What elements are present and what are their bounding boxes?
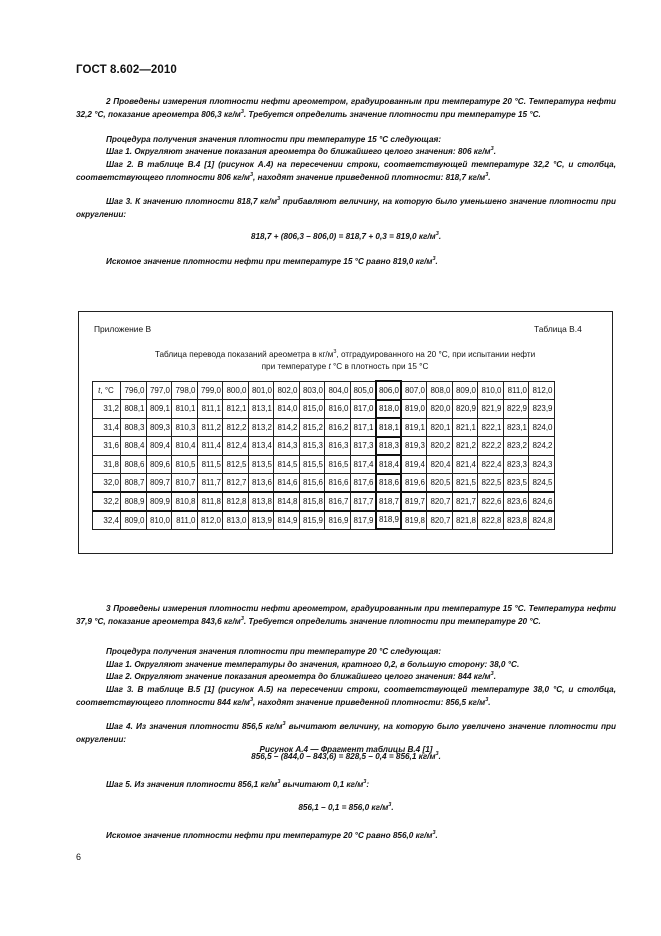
density-header-cell: 801,0	[248, 381, 274, 400]
example3-formula1: 856,5 – (844,0 – 843,6) = 828,5 – 0,4 = 856,1 $кг/м^3$.	[251, 751, 441, 761]
density-cell: 822,4	[478, 455, 504, 474]
temperature-cell: 31,2	[93, 400, 121, 419]
density-cell: 817,9	[350, 511, 376, 530]
density-header-cell: 810,0	[478, 381, 504, 400]
density-cell: 808,9	[121, 492, 147, 511]
density-header-cell: 799,0	[197, 381, 223, 400]
density-cell: 810,8	[172, 492, 198, 511]
temperature-cell: 31,4	[93, 418, 121, 437]
density-cell: 824,6	[529, 492, 555, 511]
density-cell: 818,1	[376, 418, 402, 437]
density-header-cell: 796,0	[121, 381, 147, 400]
density-cell: 815,6	[299, 474, 325, 493]
example3-step3: Шаг 3. В таблице В.5 [1] (рисунок А.5) на пересечении строки, соответствующей температуре 38,0 °С, и столбца, соответствующего плотности 844 $кг/м^3$, находят значение приведенной плотности: 856,5 $кг/м^3$.	[76, 685, 616, 707]
density-cell: 809,7	[146, 474, 172, 493]
table-header-row	[93, 381, 555, 400]
density-cell: 809,6	[146, 455, 172, 474]
density-cell: 814,5	[274, 455, 300, 474]
density-cell: 824,5	[529, 474, 555, 493]
density-header-cell: 798,0	[172, 381, 198, 400]
density-cell: 816,7	[325, 492, 351, 511]
density-header-cell: 811,0	[503, 381, 529, 400]
density-cell: 821,4	[452, 455, 478, 474]
density-cell: 812,2	[223, 418, 249, 437]
temperature-cell: 31,6	[93, 437, 121, 456]
density-cell: 820,9	[452, 400, 478, 419]
density-cell: 820,2	[427, 437, 453, 456]
density-cell: 820,1	[427, 418, 453, 437]
density-cell: 821,8	[452, 511, 478, 530]
density-cell: 821,1	[452, 418, 478, 437]
density-cell: 813,6	[248, 474, 274, 493]
density-header-cell: 803,0	[299, 381, 325, 400]
density-cell: 822,8	[478, 511, 504, 530]
density-cell: 817,3	[350, 437, 376, 456]
density-cell: 808,4	[121, 437, 147, 456]
density-cell: 812,4	[223, 437, 249, 456]
density-cell: 820,7	[427, 492, 453, 511]
density-cell: 823,6	[503, 492, 529, 511]
density-cell: 823,9	[529, 400, 555, 419]
density-cell: 808,6	[121, 455, 147, 474]
density-cell: 811,1	[197, 400, 223, 419]
density-header-cell: 797,0	[146, 381, 172, 400]
example2-result: Искомое значение плотности нефти при температуре 15 °С равно 819,0 $кг/м^3$.	[106, 256, 438, 266]
density-cell: 818,9	[376, 511, 402, 530]
density-cell: 821,9	[478, 400, 504, 419]
density-cell: 819,3	[401, 437, 427, 456]
density-cell: 813,2	[248, 418, 274, 437]
density-cell: 822,2	[478, 437, 504, 456]
density-cell: 819,4	[401, 455, 427, 474]
density-cell: 810,3	[172, 418, 198, 437]
density-cell: 814,3	[274, 437, 300, 456]
document-header: ГОСТ 8.602—2010	[76, 64, 177, 76]
example3-step4: Шаг 4. Из значения плотности 856,5 $кг/м^3$ вычитают величину, на которую было увеличено значение плотности при округлении:	[76, 721, 616, 744]
density-cell: 823,1	[503, 418, 529, 437]
density-cell: 814,2	[274, 418, 300, 437]
density-cell: 823,8	[503, 511, 529, 530]
density-header-cell: 808,0	[427, 381, 453, 400]
density-cell: 817,1	[350, 418, 376, 437]
density-cell: 813,4	[248, 437, 274, 456]
example3-procedure: Процедура получения значения плотности при температуре 20 °С следующая:	[106, 647, 442, 656]
density-cell: 810,0	[146, 511, 172, 530]
density-cell: 820,5	[427, 474, 453, 493]
example2-step2: Шаг 2. В таблице В.4 [1] (рисунок А.4) на пересечении строки, соответствующей температуре 32,2 °С, и столбца, соответствующего плотности 806 $кг/м^3$, находят значение приведенной плотности: 818,7 $кг/м^3$.	[76, 160, 616, 182]
temperature-cell: 32,0	[93, 474, 121, 493]
density-cell: 813,0	[223, 511, 249, 530]
density-cell: 821,2	[452, 437, 478, 456]
density-cell: 809,1	[146, 400, 172, 419]
example2-formula: 818,7 + (806,3 – 806,0) = 818,7 + 0,3 = 819,0 $кг/м^3$.	[250, 231, 442, 241]
density-cell: 808,7	[121, 474, 147, 493]
density-cell: 822,6	[478, 492, 504, 511]
density-cell: 815,5	[299, 455, 325, 474]
example3-step1: Шаг 1. Округляют значение температуры до значения, кратного 0,2, в большую сторону: 38,0 °С.	[106, 660, 520, 669]
density-cell: 819,0	[401, 400, 427, 419]
density-cell: 816,2	[325, 418, 351, 437]
density-cell: 819,7	[401, 492, 427, 511]
density-cell: 814,6	[274, 474, 300, 493]
page-number: 6	[76, 852, 82, 862]
density-header-cell: 806,0	[376, 381, 402, 400]
density-header-cell: 805,0	[350, 381, 376, 400]
density-cell: 823,3	[503, 455, 529, 474]
table-label: Таблица В.4	[534, 324, 582, 334]
density-cell: 812,0	[197, 511, 223, 530]
example3-result: Искомое значение плотности нефти при температуре 20 °С равно 856,0 $кг/м^3$.	[106, 830, 438, 840]
example3-step5: Шаг 5. Из значения плотности 856,1 $кг/м^3$ вычитают 0,1 $кг/м^3$:	[106, 779, 370, 789]
density-cell: 810,5	[172, 455, 198, 474]
temperature-cell: 32,4	[93, 511, 121, 530]
example2-step3: Шаг 3. К значению плотности 818,7 $кг/м^3$ прибавляют величину, на которую было уменьшено значение плотности при округлении:	[76, 196, 616, 219]
density-cell: 817,0	[350, 400, 376, 419]
appendix-label: Приложение В	[94, 324, 152, 334]
density-cell: 818,6	[376, 474, 402, 493]
density-cell: 816,3	[325, 437, 351, 456]
density-cell: 816,6	[325, 474, 351, 493]
density-cell: 814,8	[274, 492, 300, 511]
density-cell: 815,9	[299, 511, 325, 530]
density-cell: 817,4	[350, 455, 376, 474]
table-row	[93, 455, 555, 474]
density-cell: 821,5	[452, 474, 478, 493]
density-cell: 818,7	[376, 492, 402, 511]
density-cell: 810,4	[172, 437, 198, 456]
density-cell: 812,5	[223, 455, 249, 474]
density-cell: 813,5	[248, 455, 274, 474]
example2-procedure: Процедура получения значения плотности при температуре 15 °С следующая:	[106, 135, 442, 144]
density-cell: 817,7	[350, 492, 376, 511]
density-cell: 820,4	[427, 455, 453, 474]
density-cell: 809,3	[146, 418, 172, 437]
example2-intro: 2 Проведены измерения плотности нефти ареометром, градуированным при температуре 20 °С. Температура нефти 32,2 °С, показание ареометра 806,3 $кг/м^3$. Требуется определить значение плотности при температуре 15 °С.	[76, 97, 616, 119]
density-cell: 817,6	[350, 474, 376, 493]
density-cell: 808,3	[121, 418, 147, 437]
density-cell: 811,0	[172, 511, 198, 530]
density-cell: 824,3	[529, 455, 555, 474]
density-cell: 815,2	[299, 418, 325, 437]
density-cell: 822,1	[478, 418, 504, 437]
density-header-cell: 807,0	[401, 381, 427, 400]
density-cell: 814,0	[274, 400, 300, 419]
density-cell: 819,1	[401, 418, 427, 437]
density-cell: 809,4	[146, 437, 172, 456]
density-cell: 820,7	[427, 511, 453, 530]
table-row	[93, 511, 555, 530]
density-cell: 819,8	[401, 511, 427, 530]
density-cell: 809,0	[121, 511, 147, 530]
density-cell: 810,1	[172, 400, 198, 419]
table-row	[93, 474, 555, 493]
density-cell: 813,8	[248, 492, 274, 511]
density-cell: 815,3	[299, 437, 325, 456]
density-cell: 815,0	[299, 400, 325, 419]
density-cell: 808,1	[121, 400, 147, 419]
density-cell: 811,2	[197, 418, 223, 437]
example3-step2: Шаг 2. Округляют значение показания ареометра до ближайшего целого значения: 844 $кг/м^3$.	[106, 671, 496, 681]
density-table	[92, 380, 555, 530]
density-cell: 810,7	[172, 474, 198, 493]
table-caption: Таблица перевода показаний ареометра в $кг/м^3$, отградуированного на 20 °С, при испытании нефти при температуре t °С в плотность при 15 °С	[154, 349, 536, 371]
table-row	[93, 437, 555, 456]
density-header-cell: 809,0	[452, 381, 478, 400]
density-cell: 816,0	[325, 400, 351, 419]
density-cell: 811,8	[197, 492, 223, 511]
density-cell: 811,7	[197, 474, 223, 493]
density-cell: 811,5	[197, 455, 223, 474]
table-row	[93, 400, 555, 419]
density-cell: 823,5	[503, 474, 529, 493]
density-cell: 822,5	[478, 474, 504, 493]
density-cell: 818,3	[376, 437, 402, 456]
density-cell: 812,1	[223, 400, 249, 419]
density-cell: 813,1	[248, 400, 274, 419]
density-cell: 811,4	[197, 437, 223, 456]
density-header-cell: 802,0	[274, 381, 300, 400]
density-cell: 812,7	[223, 474, 249, 493]
density-cell: 822,9	[503, 400, 529, 419]
density-header-cell: 800,0	[223, 381, 249, 400]
temperature-cell: 31,8	[93, 455, 121, 474]
density-cell: 824,2	[529, 437, 555, 456]
density-cell: 816,9	[325, 511, 351, 530]
density-cell: 812,8	[223, 492, 249, 511]
density-cell: 813,9	[248, 511, 274, 530]
density-cell: 824,0	[529, 418, 555, 437]
density-cell: 820,0	[427, 400, 453, 419]
density-cell: 824,8	[529, 511, 555, 530]
table-row	[93, 492, 555, 511]
example2-step1: Шаг 1. Округляют значение показания ареометра до ближайшего целого значения: 806 $кг/м^3$.	[106, 146, 496, 156]
temperature-cell: 32,2	[93, 492, 121, 511]
density-cell: 819,6	[401, 474, 427, 493]
temperature-header-cell: t, °C	[93, 381, 121, 400]
example3-formula2: 856,1 – 0,1 = 856,0 $кг/м^3$.	[298, 802, 394, 812]
density-cell: 823,2	[503, 437, 529, 456]
density-cell: 818,4	[376, 455, 402, 474]
density-header-cell: 804,0	[325, 381, 351, 400]
table-row	[93, 418, 555, 437]
density-cell: 821,7	[452, 492, 478, 511]
example3-intro-text: 3 Проведены измерения плотности нефти ареометром, градуированным при температуре 15 °С. Температура нефти 37,9 °С, показание ареометра 843,6 $кг/м^3$. Требуется определить значение плотности при температуре 20 °С.	[76, 604, 616, 626]
density-cell: 814,9	[274, 511, 300, 530]
density-cell: 818,0	[376, 400, 402, 419]
figure-caption: Рисунок А.4 — Фрагмент таблицы В.4 [1]	[259, 745, 433, 754]
density-cell: 816,5	[325, 455, 351, 474]
density-cell: 815,8	[299, 492, 325, 511]
density-cell: 809,9	[146, 492, 172, 511]
density-header-cell: 812,0	[529, 381, 555, 400]
